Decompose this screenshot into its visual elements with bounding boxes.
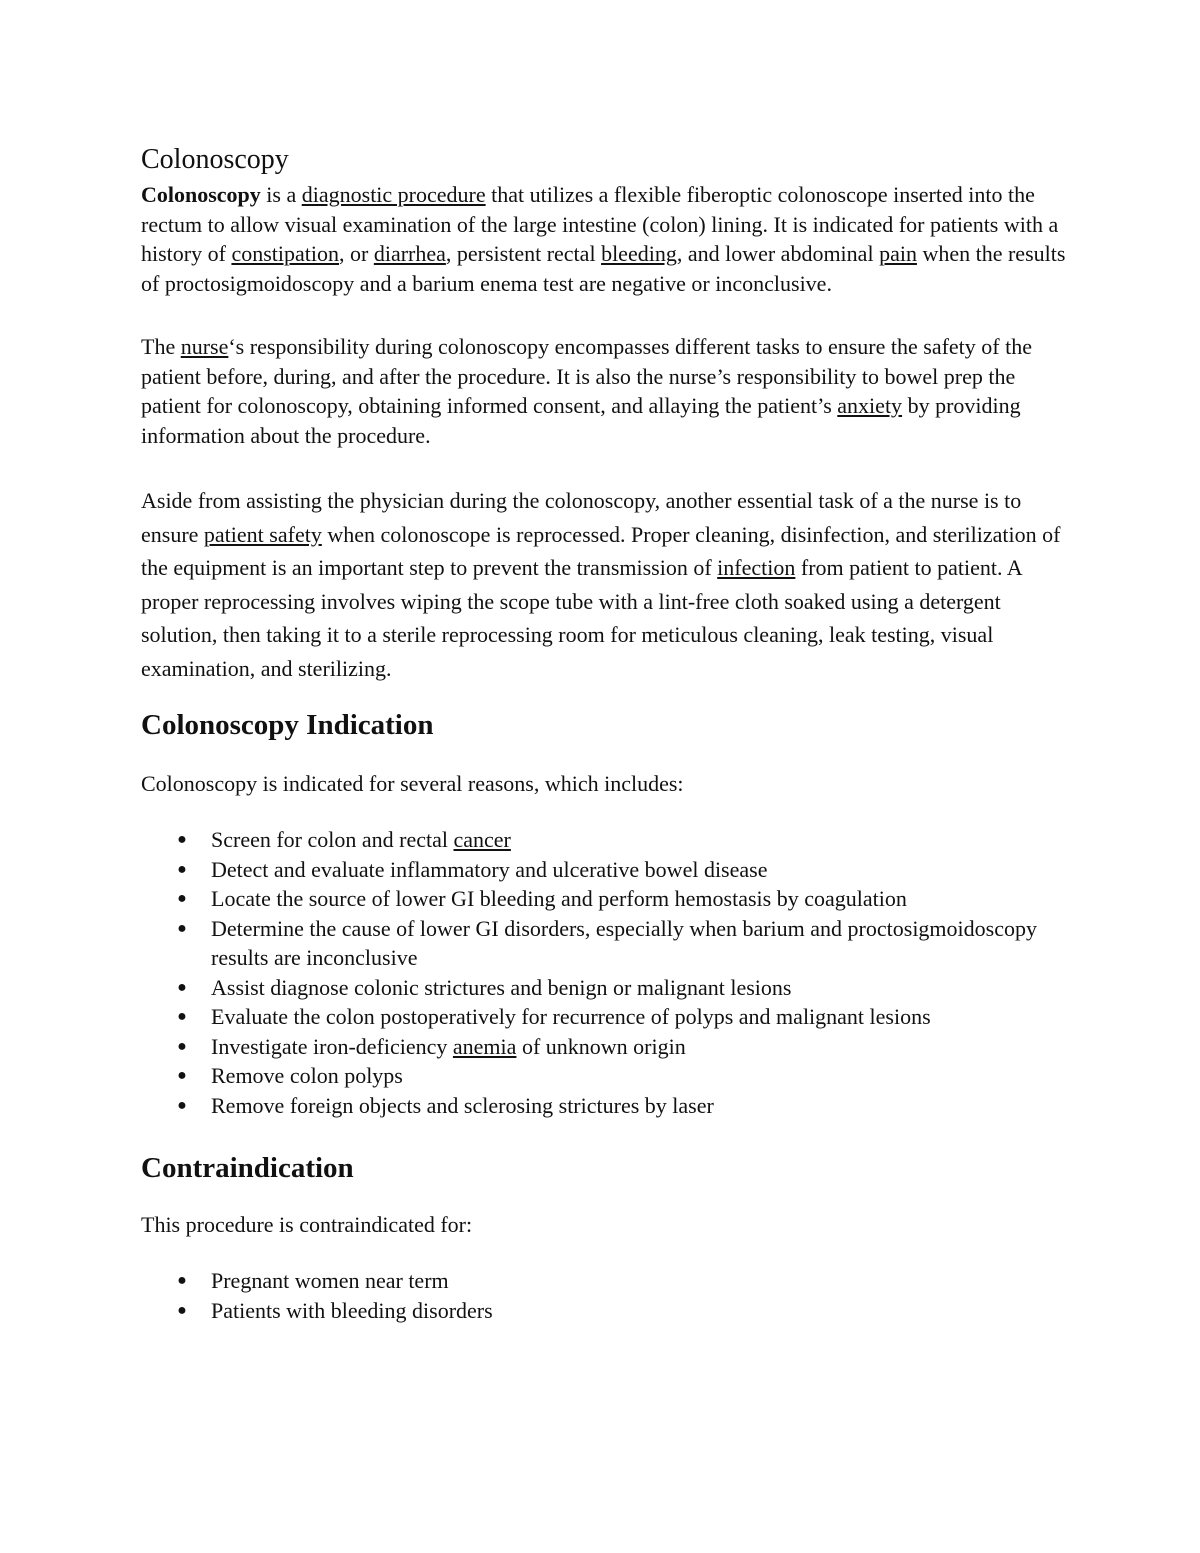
link-bleeding[interactable]: bleeding xyxy=(601,241,677,266)
link-anxiety[interactable]: anxiety xyxy=(837,393,903,418)
indication-item-1-text: Screen for colon and rectal xyxy=(211,827,454,852)
list-item xyxy=(177,1061,1071,1091)
indication-lead: Colonoscopy is indicated for several reasons, which includes: xyxy=(141,771,684,796)
link-infection[interactable]: infection xyxy=(717,555,796,580)
indication-list xyxy=(141,825,1071,1120)
bullet-icon: ● xyxy=(177,919,187,937)
contraindication-heading: Contraindication xyxy=(141,1152,354,1184)
intro-text-3: , or xyxy=(339,241,374,266)
indication-item-2: Detect and evaluate inflammatory and ulcerative bowel disease xyxy=(211,856,768,882)
bullet-icon: ● xyxy=(177,1008,187,1025)
indication-item-7-tail: of unknown origin xyxy=(516,1033,686,1059)
document-page xyxy=(141,140,1071,1325)
link-nurse[interactable]: nurse xyxy=(180,334,229,359)
intro-text-4: , persistent rectal xyxy=(445,241,602,266)
link-pain[interactable]: pain xyxy=(879,241,917,266)
bullet-icon: ● xyxy=(177,1037,187,1055)
document-title: Colonoscopy xyxy=(141,144,289,175)
list-item xyxy=(177,855,1071,885)
bullet-icon: ● xyxy=(177,890,187,907)
intro-text-1: is a xyxy=(260,182,302,207)
nurse-responsibility-paragraph xyxy=(141,332,1071,450)
p3-text-2: when colonoscope is reprocessed. Proper cleaning, disinfection, and sterilization of the equipment is an important step to prevent the transmission of xyxy=(141,521,1061,580)
link-diagnostic-procedure[interactable]: diagnostic procedure xyxy=(301,182,486,207)
list-item xyxy=(177,973,1071,1003)
indication-item-8: Remove colon polyps xyxy=(211,1063,403,1088)
link-constipation[interactable]: constipation xyxy=(231,241,339,266)
intro-text-5: , and lower abdominal xyxy=(676,241,880,266)
list-item xyxy=(177,1296,1071,1326)
link-diarrhea[interactable]: diarrhea xyxy=(373,241,446,266)
p2-text-1: The xyxy=(141,334,181,359)
contraindication-item-1: Pregnant women near term xyxy=(211,1268,449,1293)
intro-term: Colonoscopy xyxy=(141,182,261,207)
intro-paragraph xyxy=(141,180,1071,298)
p2-text-3: by providing information about the procedure. xyxy=(141,393,1021,448)
link-patient-safety[interactable]: patient safety xyxy=(203,521,322,547)
link-cancer[interactable]: cancer xyxy=(453,827,511,852)
indication-item-9: Remove foreign objects and sclerosing strictures by laser xyxy=(211,1092,714,1118)
list-item xyxy=(177,825,1071,855)
bullet-icon: ● xyxy=(177,1301,187,1319)
bullet-icon: ● xyxy=(177,978,187,996)
contraindication-lead: This procedure is contraindicated for: xyxy=(141,1212,473,1237)
indication-item-5: Assist diagnose colonic strictures and benign or malignant lesions xyxy=(211,974,792,1000)
list-item xyxy=(177,1266,1071,1296)
indication-item-4: Determine the cause of lower GI disorders, especially when barium and proctosigmoidoscopy results are inconclusive xyxy=(211,915,1037,970)
p2-text-2: ‘s responsibility during colonoscopy encompasses different tasks to ensure the safety of the patient before, during, and after the procedure. It is also the nurse’s responsibility to bowel prep the patient for colonoscopy, obtaining informed consent, and allaying the patient’s xyxy=(141,334,1032,418)
bullet-icon: ● xyxy=(177,860,187,878)
indication-item-6: Evaluate the colon postoperatively for recurrence of polyps and malignant lesions xyxy=(211,1004,931,1029)
list-item xyxy=(177,884,1071,914)
bullet-icon: ● xyxy=(177,1096,187,1114)
list-item xyxy=(177,1032,1071,1062)
intro-text-2: that utilizes a flexible fiberoptic colonoscope inserted into the rectum to allow visual examination of the large intestine (colon) lining. It is indicated for patients with a history of xyxy=(141,182,1059,266)
indication-item-7-text: Investigate iron-deficiency xyxy=(211,1033,453,1059)
p3-text-1: Aside from assisting the physician during the colonoscopy, another essential task of a the nurse is to ensure xyxy=(141,488,1022,547)
indication-heading: Colonoscopy Indication xyxy=(141,709,434,741)
contraindication-item-2: Patients with bleeding disorders xyxy=(211,1297,493,1323)
bullet-icon: ● xyxy=(177,1272,187,1289)
link-anemia[interactable]: anemia xyxy=(452,1033,517,1059)
intro-text-6: when the results of proctosigmoidoscopy and a barium enema test are negative or inconclusive. xyxy=(141,241,1066,296)
contraindication-list xyxy=(141,1266,1071,1325)
list-item xyxy=(177,1002,1071,1032)
indication-item-3: Locate the source of lower GI bleeding and perform hemostasis by coagulation xyxy=(211,886,907,911)
bullet-icon: ● xyxy=(177,1067,187,1084)
p3-text-3: from patient to patient. A proper reprocessing involves wiping the scope tube with a lint-free cloth soaked using a detergent solution, then taking it to a sterile reprocessing room for meticulous cleaning, leak testing, visual examination, and sterilizing. xyxy=(141,555,1022,681)
reprocessing-paragraph xyxy=(141,484,1071,685)
list-item xyxy=(177,1091,1071,1121)
bullet-icon: ● xyxy=(177,831,187,848)
list-item xyxy=(177,914,1071,973)
